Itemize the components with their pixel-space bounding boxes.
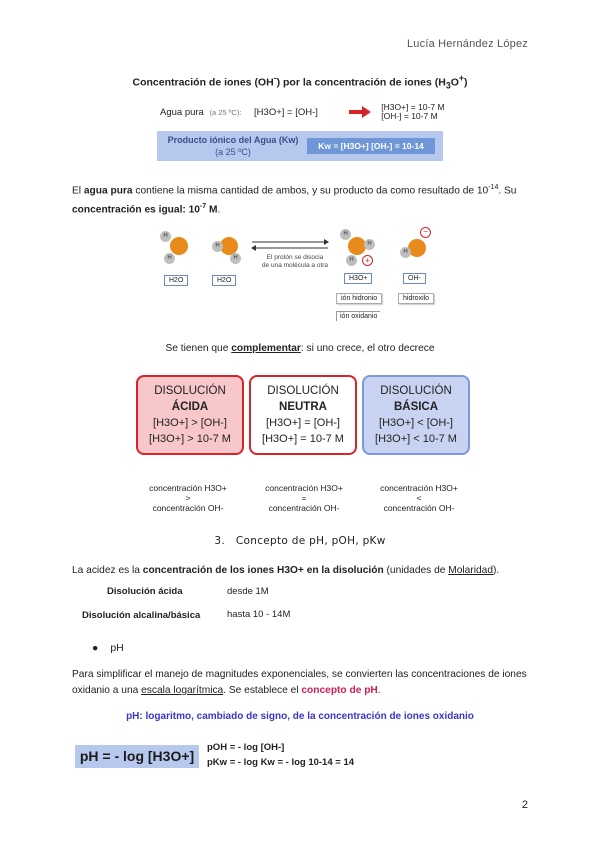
comparison-neutral: concentración H3O+ = concentración OH- [265,483,343,513]
paragraph-acidity: La acidez es la concentración de los iones H3O+ en la disolución (unidades de Molaridad). [72,565,500,576]
hydrogen-atom: H [230,253,241,264]
author-name: Lucía Hernández López [406,38,528,50]
hydrogen-atom: H [160,231,171,242]
kw-label: Producto iónico del Agua (Kw) (a 25 ºC) [167,135,299,157]
pkw-formula: pKw = - log Kw = - log 10-14 = 14 [207,757,355,768]
arrow-caption: El protón se disocia de una molécula a otra [261,254,329,269]
neutral-solution-box: DISOLUCIÓN NEUTRA [H3O+] = [OH-] [H3O+] = 10-7 M [249,375,357,455]
oh-concentration: [OH-] = 10-7 M [381,111,438,121]
comparison-acid: concentración H3O+ > concentración OH- [149,483,227,513]
basic-row-value: hasta 10 - 14M [227,609,291,620]
acid-solution-box: DISOLUCIÓN ÁCIDA [H3O+] > [OH-] [H3O+] > 10-7 M [136,375,244,455]
h2o-label: H2O [164,275,188,286]
bullet-item: ● pH [92,642,124,654]
hydrogen-atom: H [164,253,175,264]
ph-definition: pH: logaritmo, cambiado de signo, de la concentración de iones oxidanio [126,711,474,722]
arrow-right-icon [349,107,371,117]
hydrogen-atom: H [346,255,357,266]
kw-box [157,131,443,161]
complement-sentence: Se tienen que complementar: si uno crece, el otro decrece [165,343,435,354]
oxygen-atom [170,237,188,255]
paragraph-water: El agua pura contiene la misma cantidad de ambos, y su producto da como resultado de $10^{-14}$. Su concentración es igual: $10^{-7}$ M. [72,184,517,216]
acid-row-label: Disolución ácida [107,586,183,597]
h3o-label: H3O+ [344,273,372,284]
basic-row-label: Disolución alcalina/básica [82,610,201,621]
water-temp: (a 25 ºC): [209,107,242,117]
hydrogen-atom: H [364,239,375,250]
water-equality: [H3O+] = [OH-] [254,106,318,118]
h2o-label: H2O [212,275,236,286]
basic-solution-box: DISOLUCIÓN BÁSICA [H3O+] < [OH-] [H3O+] < 10-7 M [362,375,470,455]
water-label: Agua pura [160,106,204,118]
hydrogen-atom: H [212,241,223,252]
paragraph-log-scale: Para simplificar el manejo de magnitudes exponenciales, se convierten las concentraciones de iones oxidanio a una escala logarítmica. Se establece el concepto de pH. [72,669,527,696]
equilibrium-arrows-icon [250,239,330,251]
hydronium-name: ión hidronio [336,293,382,304]
hydrogen-atom: H [340,229,351,240]
water-equation-row [160,103,445,121]
section-title: 3. Concepto de pH, pOH, pKw [214,535,386,547]
poh-formula: pOH = - log [OH-] [207,742,285,753]
autoionization-diagram [150,225,450,325]
poh-pkw-formulas [207,740,354,770]
comparison-basic: concentración H3O+ < concentración OH- [380,483,458,513]
hydroxide-name: hidroxilo [398,293,434,304]
oxidanium-name: ión oxidanio [336,311,380,321]
minus-charge-icon: − [420,227,431,238]
section-heading: Concentración de iones (OH-) por la concentración de iones $(H_3O^+)$ [132,73,468,91]
h3o-concentration: [H3O+] = 10-7 M [381,102,445,112]
bullet-icon: ● [92,642,99,654]
oh-label: OH- [403,273,426,284]
ph-formula: pH = - log [H3O+] [75,745,199,768]
kw-equation: Kw = [H3O+] [OH-] = 10-14 [307,138,435,154]
page-number: 2 [521,799,528,811]
acid-row-value: desde 1M [227,586,269,597]
hydrogen-atom: H [400,247,411,258]
plus-charge-icon: + [362,255,373,266]
